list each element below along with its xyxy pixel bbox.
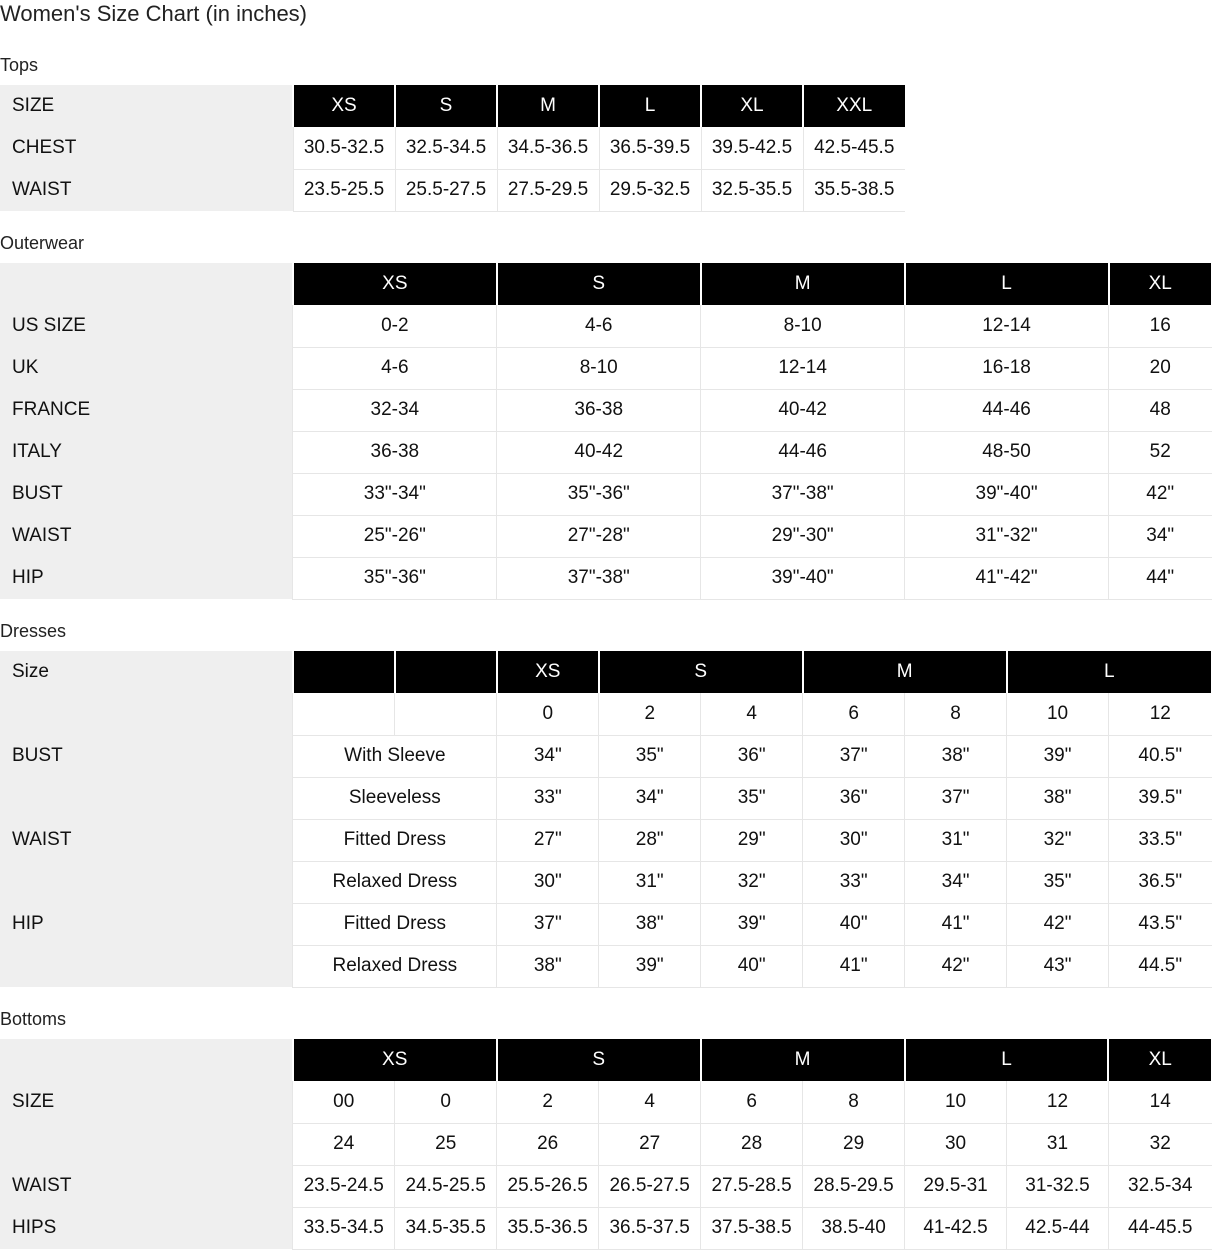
table-cell: 27": [497, 819, 599, 861]
table-cell: 33": [497, 777, 599, 819]
table-row: [0, 557, 1212, 599]
table-cell: 24: [293, 1123, 395, 1165]
table-cell: 33.5-34.5: [293, 1207, 395, 1249]
row-label: US SIZE: [0, 305, 293, 347]
table-row: [0, 169, 905, 211]
size-header: L: [905, 1039, 1109, 1081]
table-cell: 4-6: [497, 305, 701, 347]
table-cell: 40.5": [1109, 735, 1212, 777]
table-cell: 43": [1007, 945, 1109, 987]
table-cell: 31"-32": [905, 515, 1109, 557]
row-label: Size: [0, 651, 293, 693]
table-row: [0, 693, 1212, 735]
table-cell: 31": [905, 819, 1007, 861]
table-cell: 38": [497, 945, 599, 987]
size-header: XS: [497, 651, 599, 693]
size-header: S: [395, 85, 497, 127]
size-header: XL: [701, 85, 803, 127]
table-cell: 12: [1109, 693, 1212, 735]
table-header-row: [0, 263, 1212, 305]
table-cell: 36": [803, 777, 905, 819]
row-label: HIPS: [0, 1207, 293, 1249]
table-cell: 32.5-34.5: [395, 127, 497, 169]
tops-size-table: [0, 85, 906, 212]
table-cell: 32-34: [293, 389, 497, 431]
table-cell: 37.5-38.5: [701, 1207, 803, 1249]
sub-label: Fitted Dress: [293, 819, 497, 861]
table-cell: 39"-40": [905, 473, 1109, 515]
table-cell: 36-38: [497, 389, 701, 431]
table-cell: [395, 693, 497, 735]
outerwear-size-table: [0, 263, 1212, 600]
table-cell: 8: [905, 693, 1007, 735]
table-cell: 8: [803, 1081, 905, 1123]
table-cell: 40": [803, 903, 905, 945]
table-cell: 38": [599, 903, 701, 945]
size-header: M: [497, 85, 599, 127]
table-cell: 10: [905, 1081, 1007, 1123]
table-cell: 39.5": [1109, 777, 1212, 819]
section-label-bottoms: Bottoms: [0, 1009, 67, 1029]
table-cell: 26: [497, 1123, 599, 1165]
table-cell: 30": [497, 861, 599, 903]
table-row: [0, 861, 1212, 903]
sub-label: Relaxed Dress: [293, 861, 497, 903]
section-label-outerwear: Outerwear: [0, 233, 85, 253]
table-row: [0, 1165, 1212, 1207]
bottoms-size-table: [0, 1039, 1212, 1250]
table-cell: 8-10: [497, 347, 701, 389]
row-label: [0, 1123, 293, 1165]
table-cell: 35": [701, 777, 803, 819]
size-header: S: [599, 651, 803, 693]
table-cell: 42": [905, 945, 1007, 987]
table-cell: 52: [1109, 431, 1212, 473]
table-cell: 34": [497, 735, 599, 777]
size-header: XS: [293, 1039, 497, 1081]
table-cell: 29": [701, 819, 803, 861]
table-cell: 32.5-35.5: [701, 169, 803, 211]
table-cell: 31: [1007, 1123, 1109, 1165]
table-header-row: [0, 85, 905, 127]
table-cell: 42.5-45.5: [803, 127, 905, 169]
table-cell: 42": [1007, 903, 1109, 945]
table-cell: [293, 693, 395, 735]
table-cell: 34.5-35.5: [395, 1207, 497, 1249]
table-cell: 37": [905, 777, 1007, 819]
table-cell: 27: [599, 1123, 701, 1165]
row-label: [0, 693, 293, 735]
row-label: UK: [0, 347, 293, 389]
table-cell: 39": [599, 945, 701, 987]
table-cell: 28: [701, 1123, 803, 1165]
table-cell: 44-46: [701, 431, 905, 473]
size-header: L: [1007, 651, 1212, 693]
table-header-row: [0, 651, 1212, 693]
size-header: L: [905, 263, 1109, 305]
table-cell: 2: [497, 1081, 599, 1123]
row-label: CHEST: [0, 127, 293, 169]
row-label: [0, 945, 293, 987]
table-cell: 23.5-24.5: [293, 1165, 395, 1207]
table-cell: 32": [701, 861, 803, 903]
table-cell: 35": [599, 735, 701, 777]
table-cell: 29"-30": [701, 515, 905, 557]
table-cell: 35.5-36.5: [497, 1207, 599, 1249]
table-cell: 16-18: [905, 347, 1109, 389]
section-label-tops: Tops: [0, 55, 39, 75]
row-label: [0, 1039, 293, 1081]
table-cell: 40-42: [497, 431, 701, 473]
table-cell: 12-14: [905, 305, 1109, 347]
table-cell: 38.5-40: [803, 1207, 905, 1249]
table-cell: 30: [905, 1123, 1007, 1165]
table-row: [0, 777, 1212, 819]
table-cell: 6: [701, 1081, 803, 1123]
row-label: SIZE: [0, 85, 293, 127]
table-cell: 20: [1109, 347, 1212, 389]
table-cell: 41": [803, 945, 905, 987]
dresses-size-table: [0, 651, 1212, 988]
table-row: [0, 431, 1212, 473]
table-cell: 00: [293, 1081, 395, 1123]
table-cell: 8-10: [701, 305, 905, 347]
page-title: Women's Size Chart (in inches): [0, 1, 308, 26]
table-row: [0, 945, 1212, 987]
table-row: [0, 903, 1212, 945]
table-cell: 38": [1007, 777, 1109, 819]
table-cell: 29.5-31: [905, 1165, 1007, 1207]
table-cell: 44-46: [905, 389, 1109, 431]
table-cell: 31": [599, 861, 701, 903]
row-label: [0, 861, 293, 903]
table-cell: 34": [599, 777, 701, 819]
table-cell: 27"-28": [497, 515, 701, 557]
row-label: WAIST: [0, 169, 293, 211]
table-header-row: [0, 1039, 1212, 1081]
section-label-dresses: Dresses: [0, 621, 67, 641]
table-cell: 38": [905, 735, 1007, 777]
table-cell: 39": [701, 903, 803, 945]
size-header: [395, 651, 497, 693]
table-cell: 40": [701, 945, 803, 987]
table-cell: 25"-26": [293, 515, 497, 557]
size-header: S: [497, 263, 701, 305]
size-header: M: [701, 263, 905, 305]
table-cell: 34": [1109, 515, 1212, 557]
size-header: [293, 651, 395, 693]
table-row: [0, 305, 1212, 347]
table-row: [0, 515, 1212, 557]
table-cell: 35.5-38.5: [803, 169, 905, 211]
row-label: BUST: [0, 735, 293, 777]
size-header: XXL: [803, 85, 905, 127]
table-cell: 35"-36": [293, 557, 497, 599]
row-label: WAIST: [0, 1165, 293, 1207]
row-label: HIP: [0, 557, 293, 599]
table-cell: 44.5": [1109, 945, 1212, 987]
table-cell: 10: [1007, 693, 1109, 735]
row-label: ITALY: [0, 431, 293, 473]
table-cell: 25: [395, 1123, 497, 1165]
table-cell: 42.5-44: [1007, 1207, 1109, 1249]
row-label: BUST: [0, 473, 293, 515]
size-header: S: [497, 1039, 701, 1081]
table-cell: 27.5-28.5: [701, 1165, 803, 1207]
table-row: [0, 389, 1212, 431]
sub-label: Relaxed Dress: [293, 945, 497, 987]
table-cell: 24.5-25.5: [395, 1165, 497, 1207]
table-cell: 4: [701, 693, 803, 735]
table-cell: 28": [599, 819, 701, 861]
table-cell: 14: [1108, 1081, 1211, 1123]
size-header: XL: [1109, 263, 1212, 305]
table-cell: 32": [1007, 819, 1109, 861]
table-cell: 43.5": [1109, 903, 1212, 945]
table-cell: 41-42.5: [905, 1207, 1007, 1249]
table-cell: 39": [1007, 735, 1109, 777]
table-cell: 0: [395, 1081, 497, 1123]
table-cell: 37": [497, 903, 599, 945]
row-label: SIZE: [0, 1081, 293, 1123]
table-row: [0, 127, 905, 169]
table-cell: 2: [599, 693, 701, 735]
table-cell: 33"-34": [293, 473, 497, 515]
row-label: [0, 777, 293, 819]
table-cell: 42": [1109, 473, 1212, 515]
table-cell: 23.5-25.5: [293, 169, 395, 211]
table-cell: 25.5-27.5: [395, 169, 497, 211]
table-cell: 39.5-42.5: [701, 127, 803, 169]
table-cell: 26.5-27.5: [599, 1165, 701, 1207]
size-header: XS: [293, 85, 395, 127]
table-cell: 28.5-29.5: [803, 1165, 905, 1207]
table-cell: 44-45.5: [1108, 1207, 1211, 1249]
table-cell: 36.5": [1109, 861, 1212, 903]
table-row: [0, 819, 1212, 861]
table-cell: 4: [599, 1081, 701, 1123]
size-header: XL: [1108, 1039, 1211, 1081]
table-cell: 35"-36": [497, 473, 701, 515]
table-row: [0, 735, 1212, 777]
table-cell: 6: [803, 693, 905, 735]
table-cell: 12-14: [701, 347, 905, 389]
table-cell: 31-32.5: [1007, 1165, 1109, 1207]
table-cell: 36-38: [293, 431, 497, 473]
table-cell: 41": [905, 903, 1007, 945]
size-header: M: [803, 651, 1007, 693]
table-cell: 37"-38": [701, 473, 905, 515]
table-cell: 29: [803, 1123, 905, 1165]
row-label: HIP: [0, 903, 293, 945]
table-cell: 36.5-39.5: [599, 127, 701, 169]
table-cell: 32: [1108, 1123, 1211, 1165]
table-cell: 29.5-32.5: [599, 169, 701, 211]
table-cell: 32.5-34: [1108, 1165, 1211, 1207]
table-row: [0, 347, 1212, 389]
table-cell: 48: [1109, 389, 1212, 431]
table-cell: 16: [1109, 305, 1212, 347]
table-cell: 0: [497, 693, 599, 735]
sub-label: Fitted Dress: [293, 903, 497, 945]
table-cell: 40-42: [701, 389, 905, 431]
table-cell: 34": [905, 861, 1007, 903]
table-cell: 44": [1109, 557, 1212, 599]
table-cell: 33": [803, 861, 905, 903]
table-cell: 33.5": [1109, 819, 1212, 861]
table-cell: 30": [803, 819, 905, 861]
table-cell: 39"-40": [701, 557, 905, 599]
table-cell: 36.5-37.5: [599, 1207, 701, 1249]
row-label: [0, 263, 293, 305]
table-row: [0, 1123, 1212, 1165]
table-cell: 4-6: [293, 347, 497, 389]
size-header: XS: [293, 263, 497, 305]
table-cell: 48-50: [905, 431, 1109, 473]
table-cell: 37": [803, 735, 905, 777]
sub-label: With Sleeve: [293, 735, 497, 777]
row-label: FRANCE: [0, 389, 293, 431]
table-row: [0, 1207, 1212, 1249]
table-cell: 37"-38": [497, 557, 701, 599]
size-header: M: [701, 1039, 905, 1081]
row-label: WAIST: [0, 819, 293, 861]
table-cell: 27.5-29.5: [497, 169, 599, 211]
row-label: WAIST: [0, 515, 293, 557]
table-cell: 41"-42": [905, 557, 1109, 599]
table-cell: 30.5-32.5: [293, 127, 395, 169]
table-cell: 12: [1007, 1081, 1109, 1123]
table-row: [0, 1081, 1212, 1123]
sub-label: Sleeveless: [293, 777, 497, 819]
table-cell: 36": [701, 735, 803, 777]
size-header: L: [599, 85, 701, 127]
table-cell: 25.5-26.5: [497, 1165, 599, 1207]
table-cell: 0-2: [293, 305, 497, 347]
table-cell: 34.5-36.5: [497, 127, 599, 169]
table-cell: 35": [1007, 861, 1109, 903]
table-row: [0, 473, 1212, 515]
